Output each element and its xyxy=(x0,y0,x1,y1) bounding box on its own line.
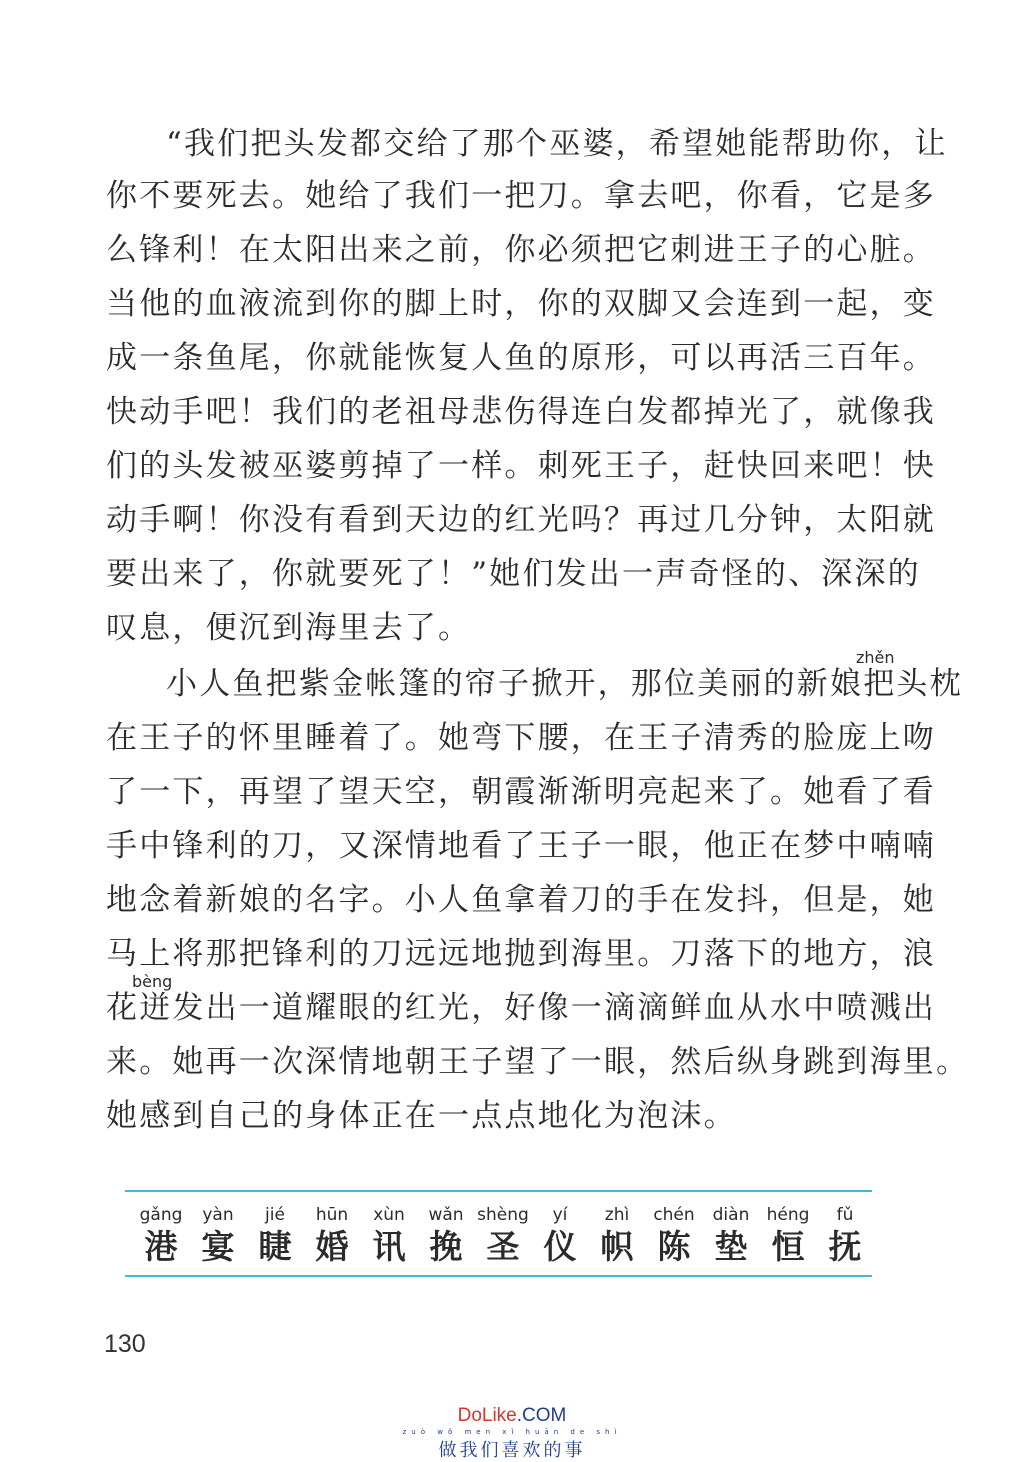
text-line: 她感到自己的身体正在一点点地化为泡沫。 xyxy=(106,1098,737,1134)
vocabulary-list xyxy=(125,1203,872,1269)
text-line: 们的头发被巫婆剪掉了一样。刺死王子，赶快回来吧！快 xyxy=(106,448,936,484)
text-line: 了一下，再望了望天空，朝霞渐渐明亮起来了。她看了看 xyxy=(106,774,936,810)
watermark-pinyin: zuò wǒ men xǐ huān de shì xyxy=(402,1428,622,1436)
text-line: 叹息，便沉到海里去了。 xyxy=(106,610,472,646)
text-line: 花迸发出一道耀眼的红光，好像一滴滴鲜血从水中喷溅出 xyxy=(106,990,936,1026)
vocab-item: héng 恒 xyxy=(766,1205,810,1266)
page-number: 130 xyxy=(104,1330,146,1358)
text-line: 地念着新娘的名字。小人鱼拿着刀的手在发抖，但是，她 xyxy=(106,882,936,918)
vocab-item: wǎn 挽 xyxy=(428,1205,464,1266)
text-line: 快动手吧！我们的老祖母悲伤得连白发都掉光了，就像我 xyxy=(106,394,936,430)
text-line: 么锋利！在太阳出来之前，你必须把它刺进王子的心脏。 xyxy=(106,232,936,268)
text-line: 当他的血液流到你的脚上时，你的双脚又会连到一起，变 xyxy=(106,286,936,322)
watermark-tagline: 做我们喜欢的事 xyxy=(438,1440,586,1461)
text-line: 来。她再一次深情地朝王子望了一眼，然后纵身跳到海里。 xyxy=(106,1044,970,1080)
text-line: 你不要死去。她给了我们一把刀。拿去吧，你看，它是多 xyxy=(106,178,936,214)
text-line: 动手啊！你没有看到天边的红光吗？再过几分钟，太阳就 xyxy=(106,502,936,538)
vocab-bottom-rule xyxy=(125,1275,872,1277)
text-line: 成一条鱼尾，你就能恢复人鱼的原形，可以再活三百年。 xyxy=(106,340,936,376)
text-line: 在王子的怀里睡着了。她弯下腰，在王子清秀的脸庞上吻 xyxy=(106,720,936,756)
vocab-item: hūn 婚 xyxy=(315,1205,349,1266)
vocab-item: jié 睫 xyxy=(258,1205,292,1266)
vocab-item: diàn 垫 xyxy=(712,1205,750,1266)
watermark-brand: DoLike.COM xyxy=(457,1405,567,1426)
text-line: 手中锋利的刀，又深情地看了王子一眼，他正在梦中喃喃 xyxy=(106,828,936,864)
text-line: 要出来了，你就要死了！”她们发出一声奇怪的、深深的 xyxy=(106,556,921,592)
vocab-item: yàn 宴 xyxy=(201,1205,235,1266)
text-line: 马上将那把锋利的刀远远地抛到海里。刀落下的地方，浪 xyxy=(106,936,936,972)
pinyin-annotation: zhěn xyxy=(856,648,895,667)
vocab-item: xùn 讯 xyxy=(372,1205,406,1266)
vocab-item: shèng 圣 xyxy=(477,1205,529,1266)
pinyin-annotation: bèng xyxy=(132,972,173,991)
text-line: “我们把头发都交给了那个巫婆，希望她能帮助你，让 xyxy=(166,126,948,162)
vocab-item: yí 仪 xyxy=(543,1205,577,1266)
text-line: 小人鱼把紫金帐篷的帘子掀开，那位美丽的新娘把头枕 xyxy=(166,666,963,702)
vocab-item: gǎng 港 xyxy=(139,1205,183,1266)
vocab-item: chén 陈 xyxy=(653,1205,695,1266)
vocab-top-rule xyxy=(125,1190,872,1192)
vocab-item: fǔ 抚 xyxy=(828,1205,862,1266)
vocab-item: zhì 帜 xyxy=(600,1205,634,1266)
